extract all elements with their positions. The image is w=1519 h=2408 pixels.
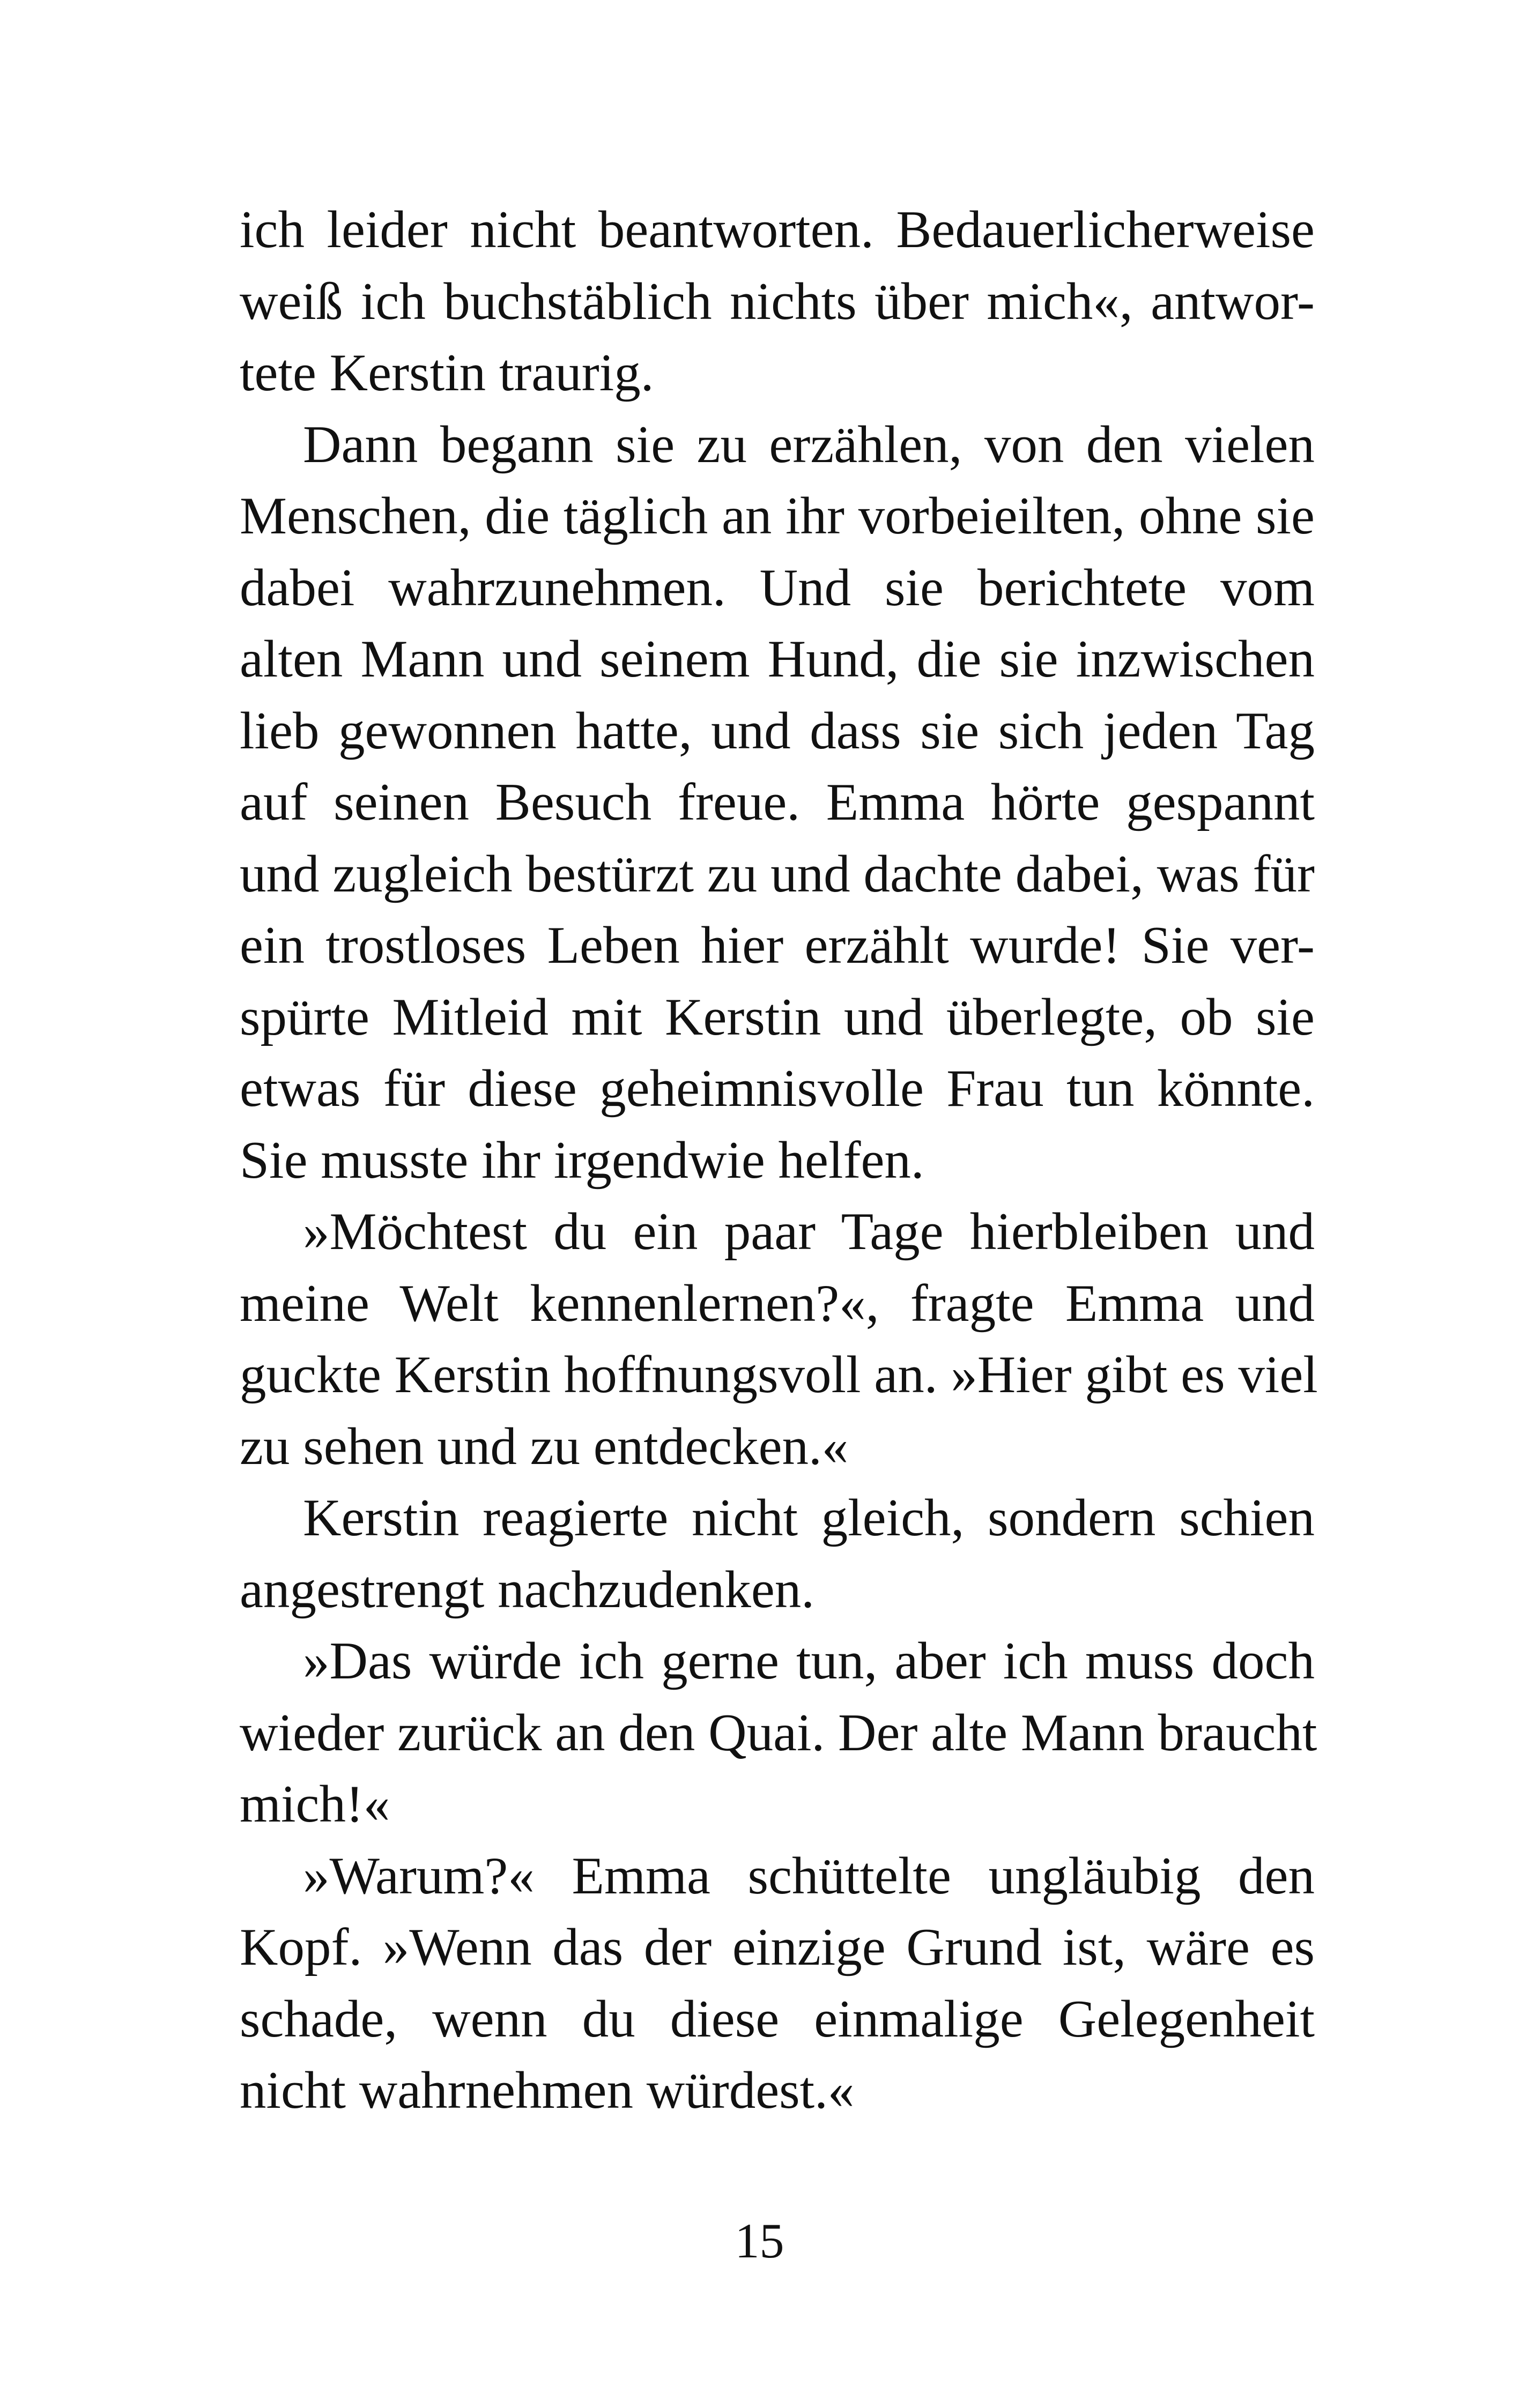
text-line: lieb gewonnen hatte, und dass sie sich jeden Tag bbox=[240, 701, 1315, 760]
text-line: nicht wahrnehmen würdest.« bbox=[240, 2061, 855, 2120]
text-line: und zugleich bestürzt zu und dachte dabei, was für bbox=[240, 844, 1315, 903]
body-text bbox=[240, 194, 1318, 2127]
text-line: ein trostloses Leben hier erzählt wurde! Sie ver- bbox=[240, 916, 1315, 975]
text-line: etwas für diese geheimnisvolle Frau tun könnte. bbox=[240, 1059, 1315, 1118]
text-line: meine Welt kennenlernen?«, fragte Emma und bbox=[240, 1274, 1315, 1333]
text-line: dabei wahrzunehmen. Und sie berichtete vom bbox=[240, 558, 1315, 617]
text-line: »Das würde ich gerne tun, aber ich muss doch bbox=[303, 1632, 1315, 1690]
text-line: Kopf. »Wenn das der einzige Grund ist, wäre es bbox=[240, 1918, 1315, 1976]
text-line: Dann begann sie zu erzählen, von den vielen bbox=[303, 415, 1315, 474]
text-line: alten Mann und seinem Hund, die sie inzwischen bbox=[240, 630, 1315, 688]
text-line: spürte Mitleid mit Kerstin und überlegte, ob sie bbox=[240, 987, 1315, 1046]
text-line: tete Kerstin traurig. bbox=[240, 344, 654, 402]
text-line: auf seinen Besuch freue. Emma hörte gespannt bbox=[240, 773, 1315, 831]
text-line: zu sehen und zu entdecken.« bbox=[240, 1417, 849, 1476]
text-line: guckte Kerstin hoffnungsvoll an. »Hier gibt es viel bbox=[240, 1346, 1318, 1404]
text-line: weiß ich buchstäblich nichts über mich«, antwor- bbox=[240, 272, 1315, 331]
text-line: »Möchtest du ein paar Tage hierbleiben und bbox=[303, 1202, 1315, 1261]
text-line: ich leider nicht beantworten. Bedauerlicherweise bbox=[240, 200, 1315, 259]
page-number: 15 bbox=[735, 2213, 784, 2268]
text-line: »Warum?« Emma schüttelte ungläubig den bbox=[303, 1846, 1315, 1905]
text-line: mich!« bbox=[240, 1775, 390, 1833]
text-line: angestrengt nachzudenken. bbox=[240, 1560, 815, 1619]
text-line: schade, wenn du diese einmalige Gelegenheit bbox=[240, 1989, 1315, 2048]
text-line: Kerstin reagierte nicht gleich, sondern schien bbox=[303, 1489, 1315, 1547]
text-line: Menschen, die täglich an ihr vorbeieilten, ohne sie bbox=[240, 487, 1315, 545]
text-line: Sie musste ihr irgendwie helfen. bbox=[240, 1131, 924, 1190]
text-line: wieder zurück an den Quai. Der alte Mann braucht bbox=[240, 1703, 1317, 1762]
